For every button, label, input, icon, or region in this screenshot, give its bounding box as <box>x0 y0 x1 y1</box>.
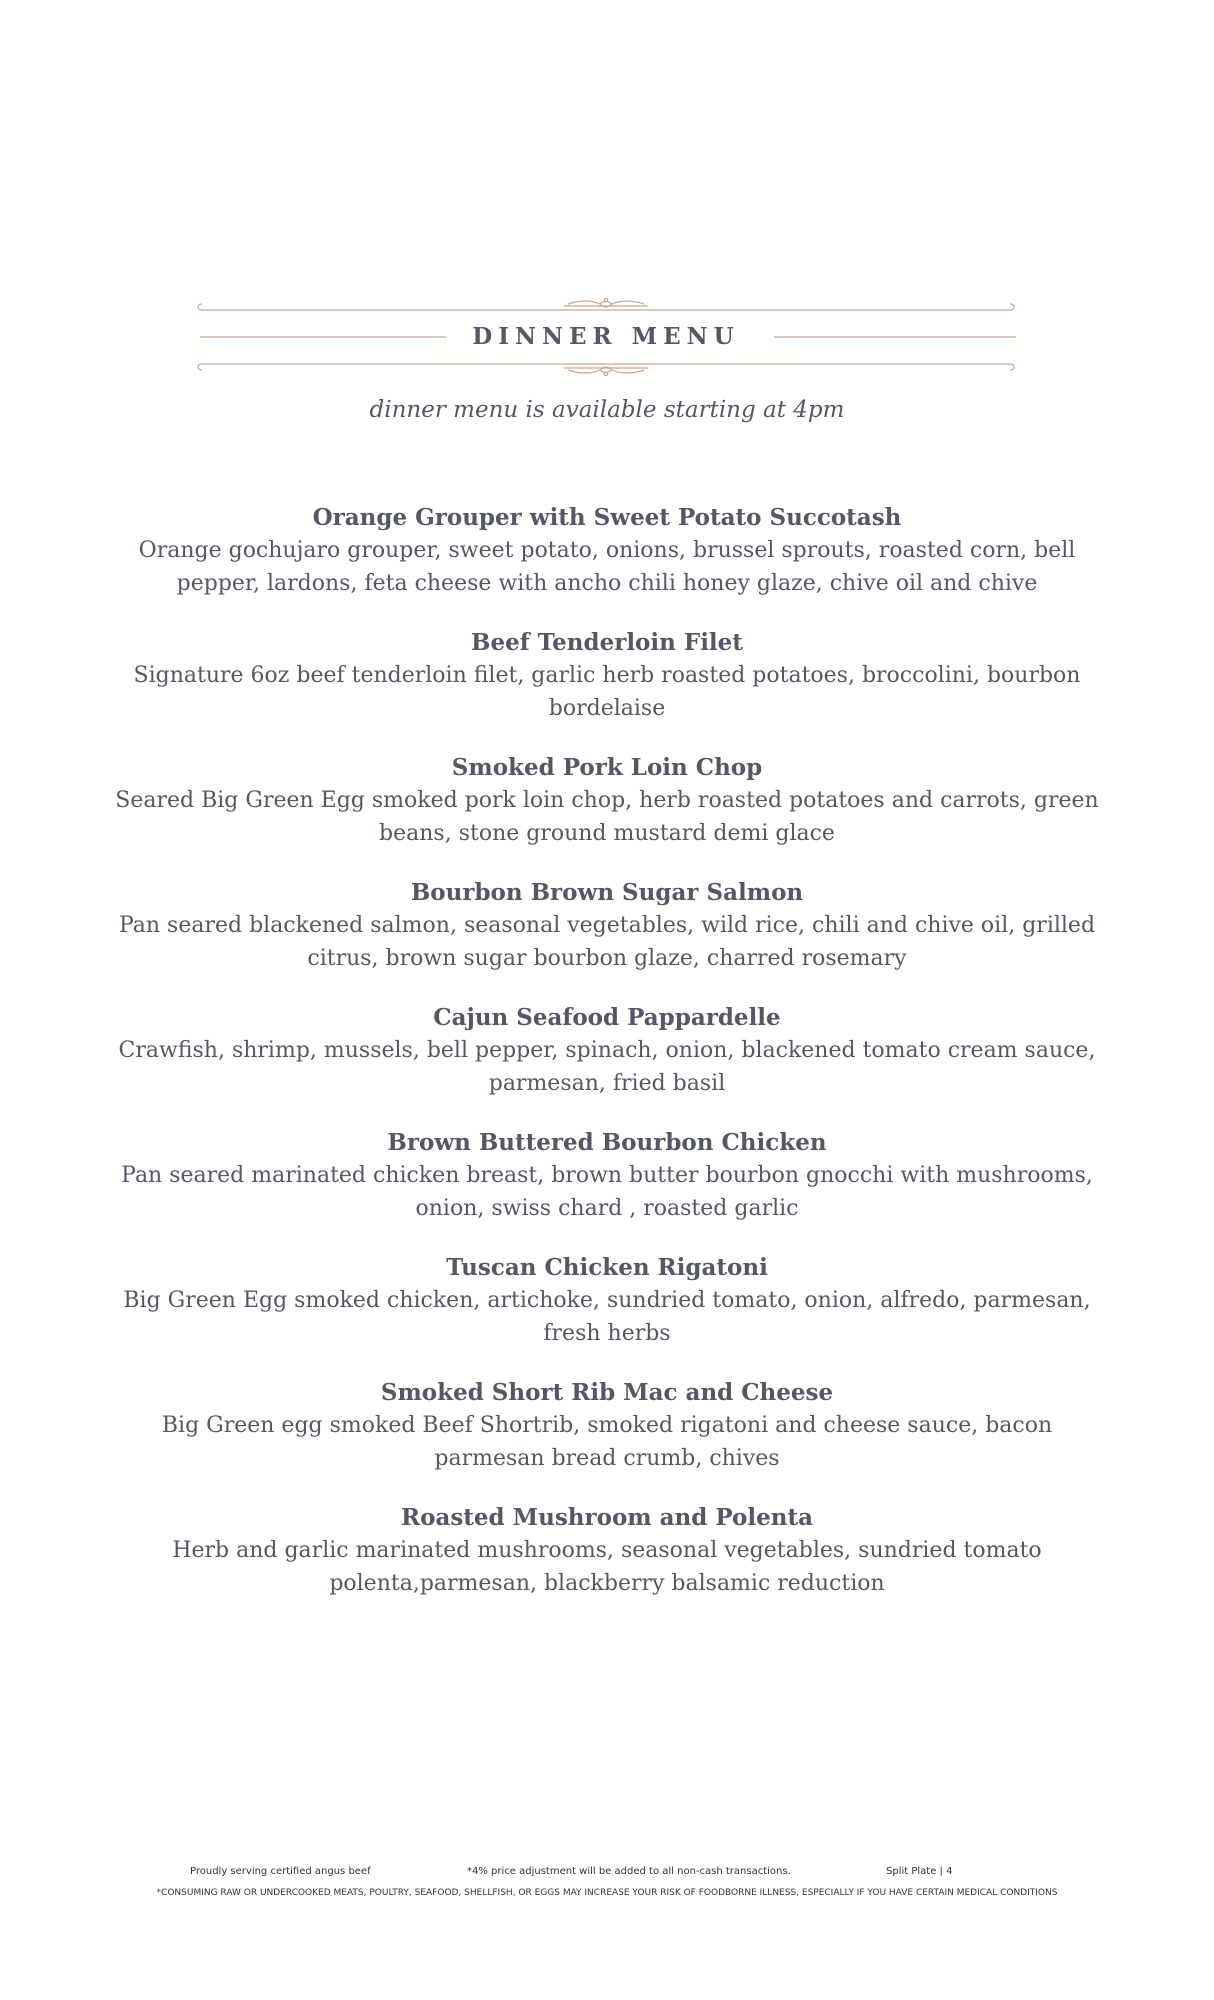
list-item <box>100 627 1114 725</box>
dish-name: Beef Tenderloin Filet <box>471 629 743 656</box>
dish-name: Tuscan Chicken Rigatoni <box>446 1254 768 1281</box>
dish-name: Smoked Pork Loin Chop <box>451 754 763 781</box>
list-item <box>100 502 1114 600</box>
dish-description: Signature 6oz beef tenderloin filet, garlic herb roasted potatoes, broccolini, bourbon bordelaise <box>133 663 1081 721</box>
dish-description: Big Green egg smoked Beef Shortrib, smoked rigatoni and cheese sauce, bacon parmesan bread crumb, chives <box>161 1413 1053 1471</box>
footer-health-warning: *CONSUMING RAW OR UNDERCOOKED MEATS, POULTRY, SEAFOOD, SHELLFISH, OR EGGS MAY INCREASE YOUR RISK OF FOODBORNE ILLNESS, ESPECIALLY IF YOU HAVE CERTAIN MEDICAL CONDITIONS <box>156 1888 1058 1898</box>
footer-price-note: *4% price adjustment will be added to all non-cash transactions. <box>467 1866 791 1877</box>
footer-page-number: Split Plate | 4 <box>886 1866 953 1877</box>
dish-description: Pan seared marinated chicken breast, brown butter bourbon gnocchi with mushrooms, onion, swiss chard , roasted garlic <box>121 1163 1093 1221</box>
menu-subtitle: dinner menu is available starting at 4pm <box>369 397 845 423</box>
dish-description: Seared Big Green Egg smoked pork loin chop, herb roasted potatoes and carrots, green beans, stone ground mustard demi glace <box>115 788 1099 846</box>
list-item <box>100 1127 1114 1225</box>
dish-name: Smoked Short Rib Mac and Cheese <box>380 1379 834 1406</box>
dish-name: Roasted Mushroom and Polenta <box>400 1504 813 1531</box>
list-item <box>100 877 1114 975</box>
dish-name: Brown Buttered Bourbon Chicken <box>387 1129 827 1156</box>
menu-title: DINNER MENU <box>472 323 740 350</box>
dish-name: Bourbon Brown Sugar Salmon <box>410 879 804 906</box>
dish-list <box>100 502 1114 1627</box>
footer-angus-note: Proudly serving certified angus beef <box>190 1866 371 1877</box>
list-item <box>100 1002 1114 1100</box>
list-item <box>100 1502 1114 1600</box>
dish-description: Orange gochujaro grouper, sweet potato, onions, brussel sprouts, roasted corn, bell pepper, lardons, feta cheese with ancho chili honey glaze, chive oil and chive <box>138 538 1076 596</box>
dish-description: Pan seared blackened salmon, seasonal vegetables, wild rice, chili and chive oil, grilled citrus, brown sugar bourbon glaze, charred rosemary <box>118 913 1096 971</box>
list-item <box>100 1377 1114 1475</box>
dish-description: Herb and garlic marinated mushrooms, seasonal vegetables, sundried tomato polenta,parmesan, blackberry balsamic reduction <box>172 1538 1042 1596</box>
list-item <box>100 1252 1114 1350</box>
menu-header <box>196 296 1016 386</box>
dish-name: Cajun Seafood Pappardelle <box>433 1004 781 1031</box>
dish-description: Big Green Egg smoked chicken, artichoke, sundried tomato, onion, alfredo, parmesan, fresh herbs <box>123 1288 1091 1346</box>
dish-name: Orange Grouper with Sweet Potato Succotash <box>312 504 902 531</box>
dish-description: Crawfish, shrimp, mussels, bell pepper, spinach, onion, blackened tomato cream sauce, parmesan, fried basil <box>118 1038 1096 1096</box>
footer <box>0 1866 1214 1882</box>
list-item <box>100 752 1114 850</box>
